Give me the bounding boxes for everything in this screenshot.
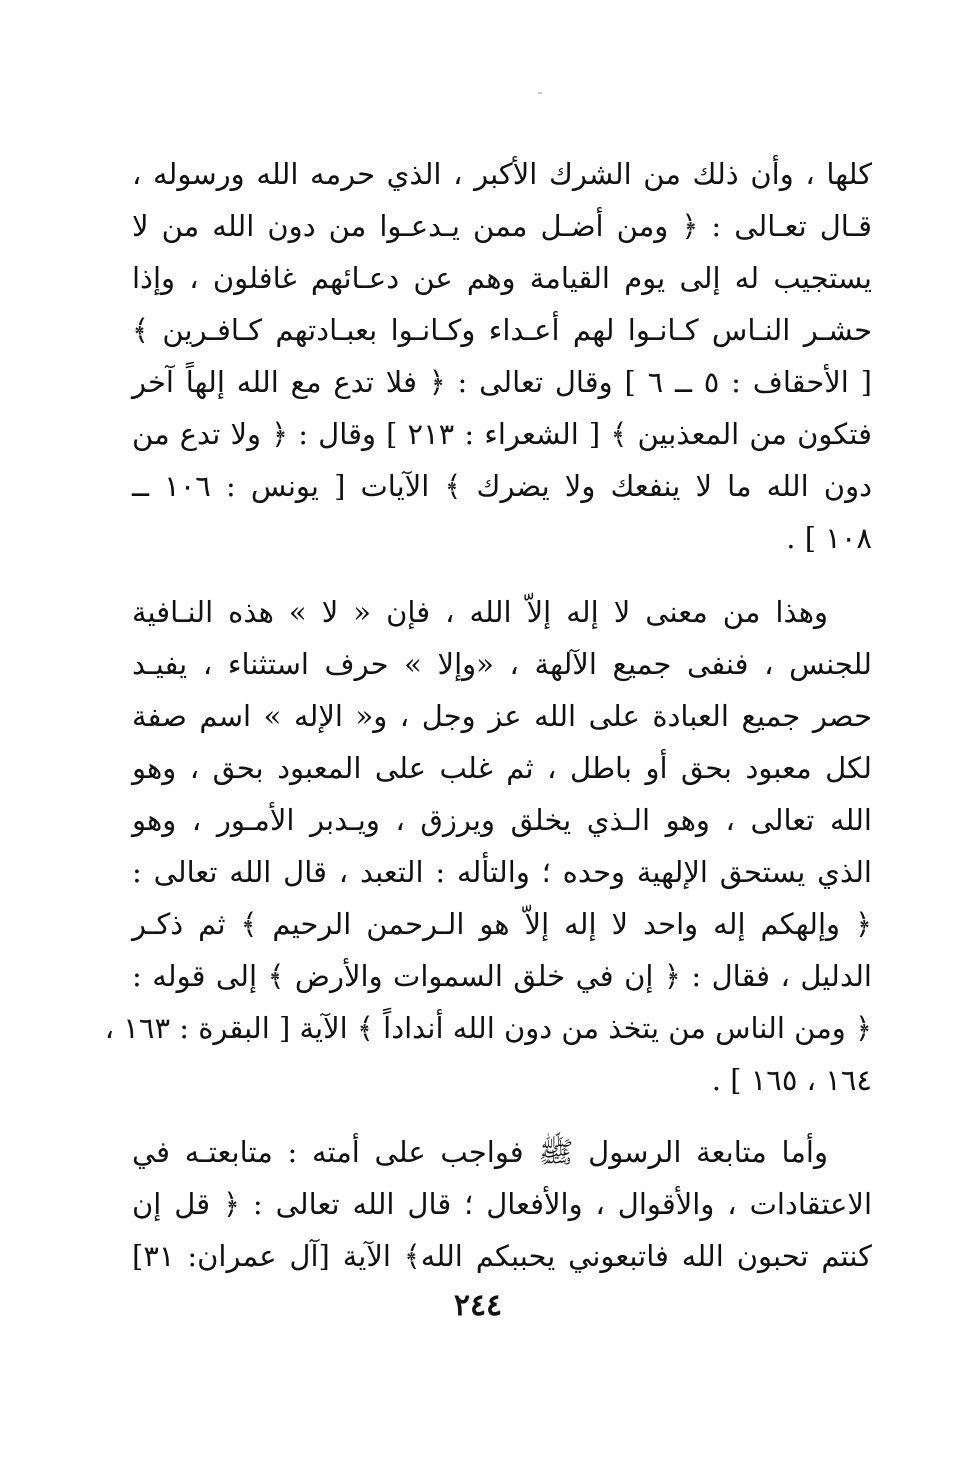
text-line: للجنس ، فنفى جميع الآلهة ، «وإلا » حرف استثناء ، يفيـد [132,647,872,681]
paragraph-2 [104,586,872,1106]
text-line: كلها ، وأن ذلك من الشرك الأكبر ، الذي حرمه الله ورسوله ، [132,157,872,191]
paragraph-3 [132,1126,872,1282]
page-number: ٢٤٤ [453,1288,503,1323]
scan-mark [538,92,542,94]
text-line: حشـر النـاس كـانـوا لهم أعـداء وكـانـوا بعبـادتهم كـافـرين ﴾ [132,313,872,347]
text-line: الله تعالى ، وهو الـذي يخلق ويرزق ، ويـدبر الأمـور ، وهو [132,803,872,837]
text-line: كنتم تحبون الله فاتبعوني يحببكم الله﴾ الآية [آل عمران: ٣١] [132,1239,872,1273]
text-line: وأما متابعة الرسول ﷺ فواجب على أمته : متابعتـه في [132,1135,828,1169]
text-line: قـال تعـالى : ﴿ ومن أضـل ممن يـدعـوا من دون الله من لا [132,209,872,243]
text-line: الدليل ، فقال : ﴿ إن في خلق السموات والأرض ﴾ إلى قوله : [132,959,872,993]
text-line: الاعتقادات ، والأقوال ، والأفعال ؛ قال الله تعالى : ﴿ قل إن [132,1187,872,1221]
text-line: ﴿ ومن الناس من يتخذ من دون الله أنداداً ﴾ الآية [ البقرة : ١٦٣ ، [104,1011,872,1045]
text-line: ١٠٨ ] . [786,521,872,555]
text-line: حصر جميع العبادة على الله عز وجل ، و« الإله » اسم صفة [132,699,872,733]
text-line: دون الله ما لا ينفعك ولا يضرك ﴾ الآيات [ يونس : ١٠٦ ــ [132,469,872,503]
text-line: [ الأحقاف : ٥ ــ ٦ ] وقال تعالى : ﴿ فلا تدع مع الله إلهاً آخر [132,365,872,399]
paragraph-1 [132,148,872,564]
text-line: لكل معبود بحق أو باطل ، ثم غلب على المعبود بحق ، وهو [132,751,872,785]
text-line: فتكون من المعذبين ﴾ [ الشعراء : ٢١٣ ] وقال : ﴿ ولا تدع من [132,417,872,451]
text-line: الذي يستحق الإلهية وحده ؛ والتأله : التعبد ، قال الله تعالى : [132,855,872,889]
text-line: ﴿ وإلهكم إله واحد لا إله إلاّ هو الـرحمن الرحيم ﴾ ثم ذكـر [132,907,872,941]
text-line: وهذا من معنى لا إله إلاّ الله ، فإن « لا » هذه النـافية [132,595,828,629]
text-line: ١٦٤ ، ١٦٥ ] . [711,1063,872,1097]
text-line: يستجيب له إلى يوم القيامة وهم عن دعـائهم غافلون ، وإذا [132,261,872,295]
